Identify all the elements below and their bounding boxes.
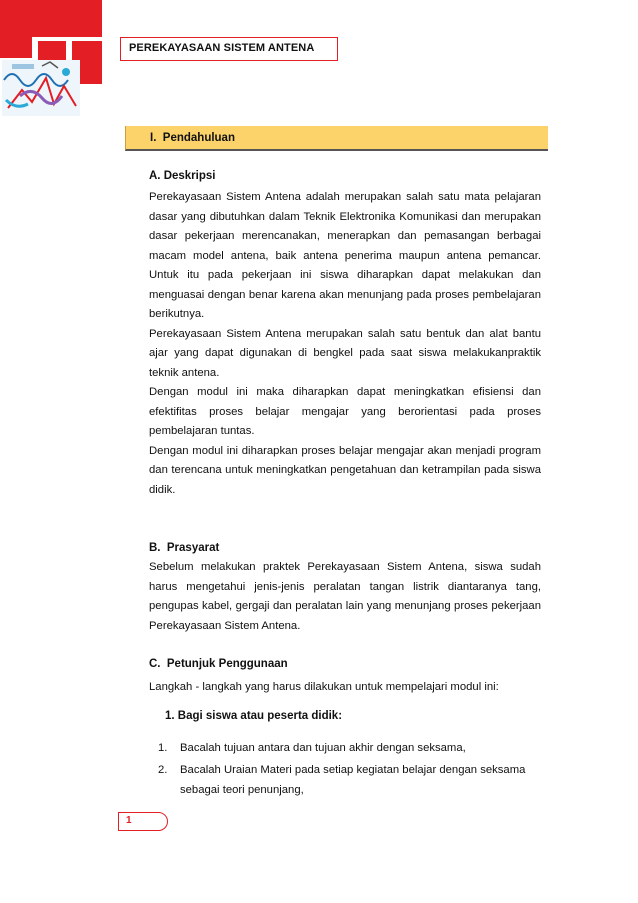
- list-item: [158, 760, 544, 800]
- petunjuk-heading: C. Petunjuk Penggunaan: [149, 658, 288, 670]
- deskripsi-paragraph: Perekayasaan Sistem Antena adalah merupakan salah satu mata pelajaran dasar yang dibutuhkan dalam Teknik Elektronika Komunikasi dan merupakan dasar pekerjaan merencanakan, menerapkan dan pemasangan berbagai macam model antena, baik antena penerima maupun antena pemancar. Untuk itu pada pekerjaan ini siswa diharapkan dapat melakukan dan menguasai dengan benar karena akan menunjang pada proses pembelajaran berikutnya.: [149, 191, 541, 320]
- deskripsi-paragraph: Dengan modul ini diharapkan proses belajar mengajar akan menjadi program dan terencana untuk meningkatkan pengetahuan dan ketrampilan pada siswa didik.: [149, 444, 541, 496]
- list-item: [158, 738, 544, 758]
- list-item-text: Bacalah Uraian Materi pada setiap kegiatan belajar dengan seksama sebagai teori penunjang,: [180, 764, 526, 796]
- deskripsi-paragraph: Perekayasaan Sistem Antena merupakan salah satu bentuk dan alat bantu ajar yang dapat digunakan di bengkel pada saat siswa melakukanpraktik teknik antena.: [149, 327, 541, 379]
- deskripsi-heading: A. Deskripsi: [149, 170, 216, 182]
- corner-block-small: [38, 41, 66, 60]
- list-item-number: 2.: [158, 764, 168, 776]
- petunjuk-subheading: 1. Bagi siswa atau peserta didik:: [165, 710, 343, 722]
- petunjuk-intro: Langkah - langkah yang harus dilakukan untuk mempelajari modul ini:: [149, 681, 499, 693]
- deskripsi-body: [149, 188, 541, 500]
- antenna-wave-logo-icon: [2, 60, 80, 116]
- petunjuk-list: [158, 738, 544, 800]
- deskripsi-paragraph: Dengan modul ini maka diharapkan dapat meningkatkan efisiensi dan efektifitas proses belajar mengajar yang berorientasi pada proses pembelajaran tuntas.: [149, 386, 541, 437]
- page-number: 1: [126, 815, 132, 826]
- section-title: I. Pendahuluan: [150, 132, 235, 144]
- list-item-text: Bacalah tujuan antara dan tujuan akhir dengan seksama,: [180, 742, 466, 754]
- prasyarat-heading: B. Prasyarat: [149, 542, 220, 554]
- corner-block-left: [0, 0, 32, 58]
- list-item-number: 1.: [158, 742, 168, 754]
- prasyarat-paragraph: Sebelum melakukan praktek Perekayasaan Sistem Antena, siswa sudah harus mengetahui jenis-jenis peralatan tangan listrik diantaranya tang, pengupas kabel, gergaji dan peralatan lain yang menunjang proses pekerjaan Perekayasaan Sistem Antena.: [149, 561, 541, 632]
- header-title: PEREKAYASAAN SISTEM ANTENA: [129, 42, 315, 54]
